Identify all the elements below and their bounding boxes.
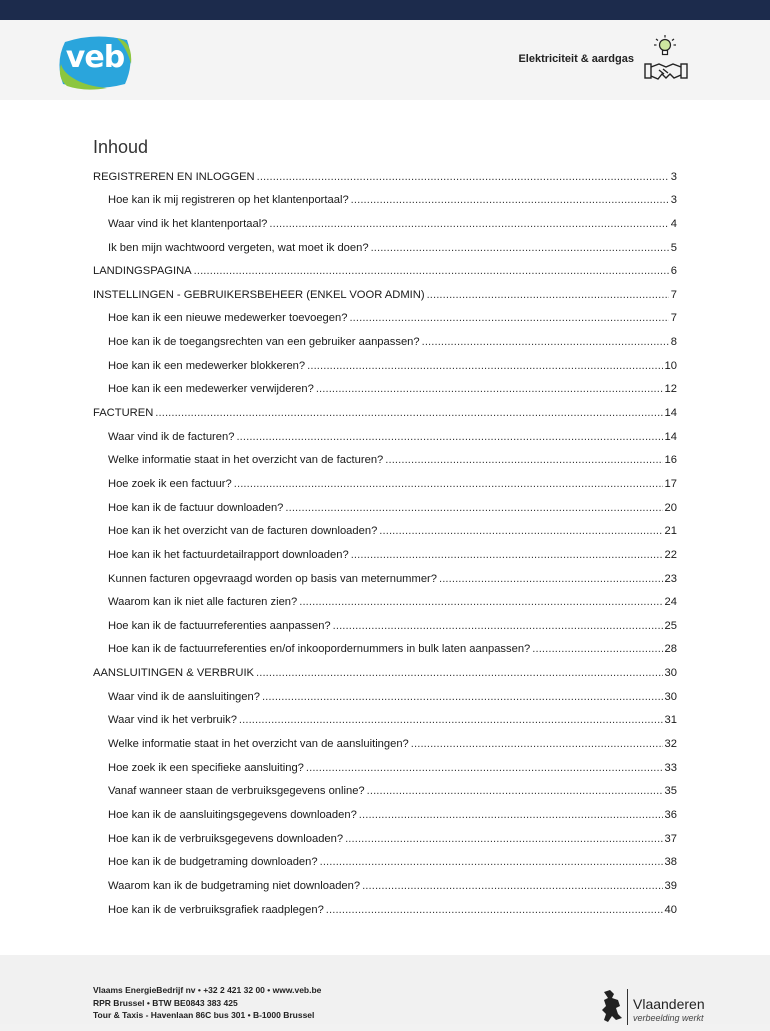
toc-dot-leader bbox=[333, 619, 663, 633]
toc-entry-label: FACTUREN bbox=[93, 407, 154, 420]
toc-subsection-link[interactable] bbox=[93, 515, 677, 539]
toc-section-link[interactable] bbox=[93, 255, 677, 279]
toc-page-number: 21 bbox=[664, 525, 677, 538]
document-category-label: Elektriciteit & aardgas bbox=[518, 53, 634, 65]
toc-page-number: 31 bbox=[664, 714, 677, 727]
toc-page-number: 3 bbox=[670, 170, 677, 183]
toc-subsection-link[interactable] bbox=[93, 775, 677, 799]
toc-page-number: 10 bbox=[664, 359, 677, 372]
company-info bbox=[93, 984, 321, 1022]
toc-entry-label: Hoe kan ik een medewerker verwijderen? bbox=[108, 383, 314, 396]
toc-entry-label: INSTELLINGEN - GEBRUIKERSBEHEER (ENKEL VOOR ADMIN) bbox=[93, 288, 425, 301]
toc-title: Inhoud bbox=[93, 137, 149, 157]
toc-page-number: 33 bbox=[664, 761, 677, 774]
toc-subsection-link[interactable] bbox=[93, 444, 677, 468]
toc-entry-label: Hoe kan ik het overzicht van de facturen downloaden? bbox=[108, 525, 378, 538]
toc-page-number: 36 bbox=[664, 808, 677, 821]
lightbulb-icon bbox=[652, 34, 678, 60]
toc-subsection-link[interactable] bbox=[93, 609, 677, 633]
toc-subsection-link[interactable] bbox=[93, 325, 677, 349]
toc-dot-leader bbox=[307, 359, 662, 373]
toc-entry-label: Hoe kan ik de factuur downloaden? bbox=[108, 501, 284, 514]
toc-subsection-link[interactable] bbox=[93, 538, 677, 562]
toc-subsection-link[interactable] bbox=[93, 231, 677, 255]
toc-dot-leader bbox=[194, 264, 669, 278]
toc-entry-label: Hoe kan ik de verbruiksgegevens downloaden? bbox=[108, 832, 344, 845]
toc-entry-label: Waar vind ik de facturen? bbox=[108, 430, 235, 443]
toc-subsection-link[interactable] bbox=[93, 184, 677, 208]
toc-dot-leader bbox=[299, 595, 662, 609]
toc-entry-label: Welke informatie staat in het overzicht van de facturen? bbox=[108, 454, 384, 467]
toc-entry-label: Hoe zoek ik een factuur? bbox=[108, 477, 232, 490]
toc-dot-leader bbox=[320, 855, 663, 869]
toc-dot-leader bbox=[422, 335, 669, 349]
toc-dot-leader bbox=[532, 642, 662, 656]
toc-page-number: 6 bbox=[670, 265, 677, 278]
toc-entry-label: Hoe kan ik de factuurreferenties en/of inkoopordernummers in bulk laten aanpassen? bbox=[108, 643, 531, 656]
toc-dot-leader bbox=[326, 903, 663, 917]
toc-subsection-link[interactable] bbox=[93, 562, 677, 586]
toc-entry-label: Hoe kan ik de factuurreferenties aanpassen? bbox=[108, 619, 331, 632]
toc-dot-leader bbox=[239, 713, 663, 727]
toc-entry-label: Hoe kan ik de budgetraming downloaden? bbox=[108, 856, 318, 869]
toc-subsection-link[interactable] bbox=[93, 491, 677, 515]
toc-subsection-link[interactable] bbox=[93, 798, 677, 822]
toc-page-number: 32 bbox=[664, 738, 677, 751]
toc-dot-leader bbox=[411, 737, 663, 751]
toc-subsection-link[interactable] bbox=[93, 349, 677, 373]
toc-page-number: 30 bbox=[664, 690, 677, 703]
toc-entry-label: Waar vind ik het klantenportaal? bbox=[108, 217, 268, 230]
toc-entry-label: Welke informatie staat in het overzicht van de aansluitingen? bbox=[108, 738, 409, 751]
toc-section-link[interactable] bbox=[93, 278, 677, 302]
toc-entry-label: Kunnen facturen opgevraagd worden op basis van meternummer? bbox=[108, 572, 437, 585]
toc-page-number: 24 bbox=[664, 596, 677, 609]
toc-subsection-link[interactable] bbox=[93, 586, 677, 610]
toc-dot-leader bbox=[371, 241, 669, 255]
toc-dot-leader bbox=[257, 170, 669, 184]
toc-dot-leader bbox=[316, 382, 663, 396]
toc-page-number: 40 bbox=[664, 903, 677, 916]
handshake-icon bbox=[644, 58, 688, 84]
toc-entry-label: Hoe kan ik de verbruiksgrafiek raadplegen? bbox=[108, 903, 324, 916]
toc-subsection-link[interactable] bbox=[93, 869, 677, 893]
toc-entry-label: Hoe kan ik een medewerker blokkeren? bbox=[108, 359, 306, 372]
toc-entry-label: Waarom kan ik niet alle facturen zien? bbox=[108, 596, 298, 609]
toc-dot-leader bbox=[351, 193, 669, 207]
toc-dot-leader bbox=[351, 548, 663, 562]
toc-dot-leader bbox=[236, 430, 662, 444]
toc-subsection-link[interactable] bbox=[93, 633, 677, 657]
toc-entry-label: Waarom kan ik de budgetraming niet downloaden? bbox=[108, 879, 361, 892]
toc-page-number: 16 bbox=[664, 454, 677, 467]
toc-page-number: 28 bbox=[664, 643, 677, 656]
toc-page-number: 3 bbox=[670, 194, 677, 207]
toc-page-number: 20 bbox=[664, 501, 677, 514]
flemish-lion-icon bbox=[598, 988, 624, 1026]
toc-section-link[interactable] bbox=[93, 396, 677, 420]
toc-entry-label: Hoe kan ik mij registreren op het klantenportaal? bbox=[108, 194, 349, 207]
toc-page-number: 37 bbox=[664, 832, 677, 845]
toc-entry-label: Ik ben mijn wachtwoord vergeten, wat moet ik doen? bbox=[108, 241, 369, 254]
toc-page-number: 14 bbox=[664, 407, 677, 420]
toc-dot-leader bbox=[439, 572, 663, 586]
toc-page-number: 5 bbox=[670, 241, 677, 254]
toc-subsection-link[interactable] bbox=[93, 846, 677, 870]
top-bar bbox=[0, 0, 770, 20]
toc-entry-label: Hoe zoek ik een specifieke aansluiting? bbox=[108, 761, 304, 774]
toc-page-number: 38 bbox=[664, 856, 677, 869]
toc-dot-leader bbox=[285, 501, 662, 515]
company-contact-line: Vlaams EnergieBedrijf nv • +32 2 421 32 00 • www.veb.be bbox=[93, 985, 322, 995]
toc-page-number: 14 bbox=[664, 430, 677, 443]
toc-page-number: 7 bbox=[670, 288, 677, 301]
toc-page-number: 35 bbox=[664, 785, 677, 798]
toc-page-number: 23 bbox=[664, 572, 677, 585]
toc-subsection-link[interactable] bbox=[93, 302, 677, 326]
toc-dot-leader bbox=[269, 217, 668, 231]
toc-dot-leader bbox=[262, 690, 663, 704]
toc-entry-label: Waar vind ik de aansluitingen? bbox=[108, 690, 260, 703]
logo-divider bbox=[627, 989, 628, 1025]
toc-page-number: 25 bbox=[664, 619, 677, 632]
government-name: Vlaanderen bbox=[633, 996, 705, 1012]
government-tagline: verbeelding werkt bbox=[633, 1013, 704, 1023]
toc-dot-leader bbox=[256, 666, 663, 680]
toc-dot-leader bbox=[427, 288, 669, 302]
toc-entry-label: Hoe kan ik de aansluitingsgegevens downloaden? bbox=[108, 808, 357, 821]
toc-entry-label: Hoe kan ik het factuurdetailrapport downloaden? bbox=[108, 548, 349, 561]
toc-dot-leader bbox=[345, 832, 662, 846]
toc-entry-label: LANDINGSPAGINA bbox=[93, 265, 192, 278]
toc-dot-leader bbox=[367, 784, 663, 798]
toc-entry-label: Hoe kan ik een nieuwe medewerker toevoegen? bbox=[108, 312, 348, 325]
company-address-line: Tour & Taxis - Havenlaan 86C bus 301 • B-1000 Brussel bbox=[93, 1010, 315, 1020]
company-registration-line: RPR Brussel • BTW BE0843 383 425 bbox=[93, 997, 238, 1008]
toc-subsection-link[interactable] bbox=[93, 704, 677, 728]
toc-dot-leader bbox=[359, 808, 663, 822]
toc-page-number: 17 bbox=[664, 477, 677, 490]
toc-page-number: 22 bbox=[664, 548, 677, 561]
toc-subsection-link[interactable] bbox=[93, 727, 677, 751]
toc-subsection-link[interactable] bbox=[93, 680, 677, 704]
toc-dot-leader bbox=[306, 761, 663, 775]
logo-text: veb bbox=[65, 40, 125, 75]
table-of-contents bbox=[93, 160, 677, 917]
toc-page-number: 30 bbox=[664, 667, 677, 680]
toc-page-number: 12 bbox=[664, 383, 677, 396]
toc-subsection-link[interactable] bbox=[93, 420, 677, 444]
toc-dot-leader bbox=[385, 453, 662, 467]
veb-logo bbox=[55, 34, 135, 92]
toc-dot-leader bbox=[155, 406, 662, 420]
toc-subsection-link[interactable] bbox=[93, 207, 677, 231]
toc-entry-label: Waar vind ik het verbruik? bbox=[108, 714, 237, 727]
toc-subsection-link[interactable] bbox=[93, 467, 677, 491]
toc-page-number: 7 bbox=[670, 312, 677, 325]
toc-page-number: 39 bbox=[664, 879, 677, 892]
page-header bbox=[0, 20, 770, 100]
toc-dot-leader bbox=[234, 477, 663, 491]
toc-entry-label: REGISTREREN EN INLOGGEN bbox=[93, 170, 255, 183]
toc-dot-leader bbox=[379, 524, 662, 538]
toc-subsection-link[interactable] bbox=[93, 893, 677, 917]
toc-section-link[interactable] bbox=[93, 656, 677, 680]
toc-section-link[interactable] bbox=[93, 160, 677, 184]
toc-page-number: 4 bbox=[670, 217, 677, 230]
toc-subsection-link[interactable] bbox=[93, 373, 677, 397]
toc-dot-leader bbox=[349, 311, 668, 325]
toc-dot-leader bbox=[362, 879, 662, 893]
toc-entry-label: Hoe kan ik de toegangsrechten van een gebruiker aanpassen? bbox=[108, 336, 420, 349]
toc-entry-label: Vanaf wanneer staan de verbruiksgegevens online? bbox=[108, 785, 365, 798]
toc-subsection-link[interactable] bbox=[93, 822, 677, 846]
toc-subsection-link[interactable] bbox=[93, 751, 677, 775]
toc-page-number: 8 bbox=[670, 336, 677, 349]
page-footer bbox=[0, 955, 770, 1024]
toc-entry-label: AANSLUITINGEN & VERBRUIK bbox=[93, 667, 255, 680]
document-page bbox=[0, 20, 770, 1024]
